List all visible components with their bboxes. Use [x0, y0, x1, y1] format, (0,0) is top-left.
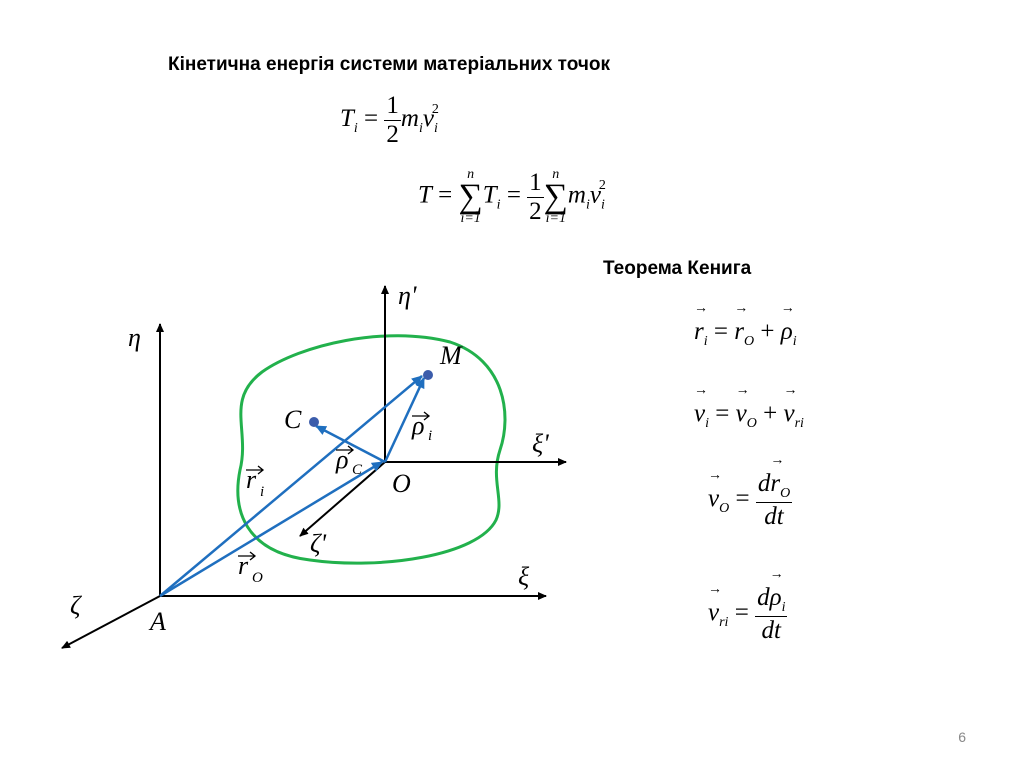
label-rho-c: [335, 445, 363, 478]
formula-position: → $r_i$ = → $r_O$ + → $\rho_i$: [694, 318, 797, 350]
label-xi: ξ: [518, 562, 530, 591]
label-c: C: [284, 405, 302, 434]
label-eta: η: [128, 323, 141, 352]
label-rho-i: [411, 411, 432, 444]
formula-relative-velocity: → $v_{ri}$ = $\frac{d\to \rho_i}{dt}$: [708, 584, 787, 645]
label-m: M: [440, 341, 462, 370]
label-xi-prime: ξ': [532, 429, 549, 458]
svg-text:ρ: ρ: [336, 445, 349, 474]
svg-text:r: r: [246, 465, 257, 494]
svg-text:ρ: ρ: [412, 411, 425, 440]
point-m: [423, 370, 433, 380]
vector-r-o: [160, 462, 382, 596]
koenig-theorem-title: Теорема Кенига: [603, 258, 752, 279]
label-o: O: [392, 469, 411, 498]
formula-kinetic-energy-point: $T_i$ = $\frac{1}{2}$ $m_iv_i^2$: [340, 92, 439, 148]
label-zeta: ζ: [70, 591, 81, 620]
label-zeta-prime: ζ': [310, 529, 327, 558]
formula-kinetic-energy-system: T = n ∑ i=1 $T_i$ = $\frac{1}{2}$ n ∑ i=1 $m_iv_i^2$: [418, 167, 606, 226]
page-number: 6: [958, 729, 966, 745]
label-r-i: [246, 465, 264, 500]
formula-velocity: → $v_i$ = → $v_O$ + → $v_{ri}$: [694, 400, 804, 432]
svg-text:i: i: [260, 484, 265, 500]
svg-text:r: r: [238, 551, 249, 580]
formula-velocity-origin: → $v_O$ = $\frac{d\to r_O}{dt}$: [708, 470, 792, 531]
label-a: A: [150, 607, 166, 636]
svg-text:i: i: [428, 428, 433, 444]
svg-text:C: C: [352, 462, 363, 478]
body-outline: [238, 336, 505, 563]
slide-title: Кінетична енергія системи матеріальних точок: [168, 54, 611, 75]
point-c: [309, 417, 319, 427]
label-r-o: [238, 551, 263, 586]
svg-text:O: O: [252, 570, 263, 586]
label-eta-prime: η': [398, 281, 417, 310]
